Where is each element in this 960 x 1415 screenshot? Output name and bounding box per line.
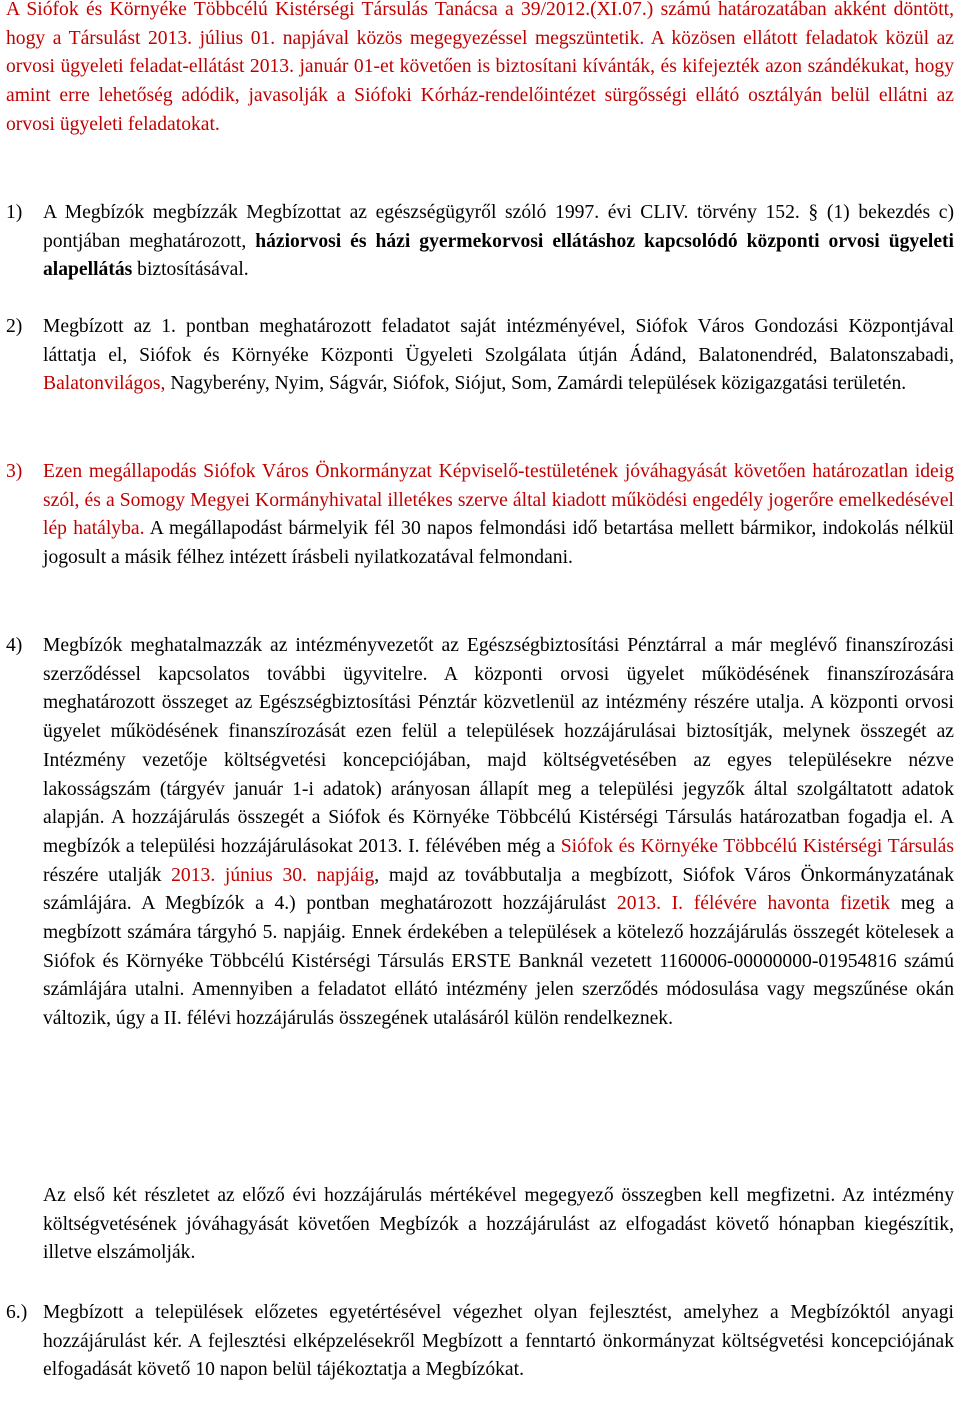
item-3: [6, 458, 954, 573]
item-4-highlight-2: 2013. június 30. napjáig: [171, 864, 375, 886]
item-2: [6, 313, 954, 399]
item-1-number: 1): [6, 202, 23, 223]
item-1: [6, 199, 954, 285]
item-4-highlight-3: 2013. I. félévére havonta fizetik: [616, 893, 891, 915]
item-1-bold-text: háziorvosi és házi gyermekorvosi ellátáshoz kapcsolódó központi orvosi ügyeleti alapellátás: [43, 230, 954, 281]
item-6: [6, 1299, 954, 1385]
item-4-text-4: meg a megbízott számára tárgyhó 5. napjáig. Ennek érdekében a települések a kötelező hozzájárulás összegét kötelesek a Siófok és Környéke Többcélú Kistérségi Társulás ERSTE Banknál vezetett 1160006-00000000-01954816 számú számlájára utalni. Amennyiben a feladatot ellátó intézmény jelen szerződés módosulása vagy megszűnése okán változik, úgy a II. félévi hozzájárulás összegének utalásáról külön rendelkeznek.: [43, 893, 954, 1030]
item-3-text: A megállapodást bármelyik fél 30 napos felmondási idő betartása mellett bármikor, indokolás nélkül jogosult a másik félhez intézett írásbeli nyilatkozatával felmondani.: [43, 518, 954, 569]
item-2-number: 2): [6, 316, 23, 337]
item-3-number: 3): [6, 461, 23, 482]
item-6-number: 6.): [6, 1302, 28, 1323]
item-1-text: A Megbízók megbízzák Megbízottat az egészségügyről szóló 1997. évi CLIV. törvény 152. § (1) bekezdés c) pontjában meghatározott,: [43, 202, 954, 252]
item-4-text-3: , majd az továbbutalja a megbízott, Siófok Város Önkormányzatának számlájára. A Megbízók a 4.) pontban meghatározott hozzájárulást: [43, 864, 954, 915]
item-6-text: Megbízott a települések előzetes egyetértésével végezhet olyan fejlesztést, amelyhez a Megbízóktól anyagi hozzájárulást kér. A fejlesztési elképzelésekről Megbízott a fenntartó önkormányzat költségvetési koncepciójának elfogadását követő 10 napon belül tájékoztatja a Megbízókat.: [43, 1302, 954, 1381]
item-2-highlight: Balatonvilágos,: [43, 373, 166, 395]
intro-paragraph: A Siófok és Környéke Többcélú Kistérségi Társulás Tanácsa a 39/2012.(XI.07.) számú határozatában akként döntött, hogy a Társulást 2013. július 01. napjával közös megegyezéssel megszüntetik. A közösen ellátott feladatok közül az orvosi ügyeleti feladat-ellátást 2013. január 01-et követően is biztosítani kívánták, és kifejezték azon szándékukat, hogy amint erre lehetőség adódik, javasolják a Siófoki Kórház-rendelőintézet sürgősségi ellátó osztályán belül ellátni az orvosi ügyeleti feladatokat.: [6, 0, 954, 135]
item-4-number: 4): [6, 635, 23, 656]
item-2-text: Megbízott az 1. pontban meghatározott feladatot saját intézményével, Siófok Város Gondozási Központjával láttatja el, Siófok és Környéke Központi Ügyeleti Szolgálata útján Ádánd, Balatonendréd, Balatonszabadi,: [43, 316, 954, 366]
item-5-paragraph: Az első két részletet az előző évi hozzájárulás mértékével megegyező összegben kell megfizetni. Az intézmény költségvetésének jóváhagyását követően Megbízók a hozzájárulást az elfogadást követő hónapban kiegészítik, illetve elszámolják.: [43, 1185, 954, 1264]
item-3-red-text: Ezen megállapodás Siófok Város Önkormányzat Képviselő-testületének jóváhagyását követően határozatlan ideig szól, és a Somogy Megyei Kormányhivatal illetékes szerve által kiadott működési engedély jogerőre emelkedésével lép hatályba.: [43, 461, 954, 540]
item-4-text: Megbízók meghatalmazzák az intézményvezetőt az Egészségbiztosítási Pénztárral a már meglévő finanszírozási szerződéssel kapcsolatos további ügyvitelre. A központi orvosi ügyelet működésének finanszírozására meghatározott összeget az Egészségbiztosítási Pénztár közvetlenül az intézmény részére utalja. A központi orvosi ügyelet működésének finanszírozását ezen felül a települések hozzájárulásai biztosítják, melynek összegét az Intézmény vezetője költségvetési koncepciójában, majd költségvetésében az egyes településekre nézve lakosságszám (tárgyév január 1-i adatok) arányosan állapít meg a települési jegyzők által szolgáltatott adatok alapján. A hozzájárulás összegét a Siófok és Környéke Többcélú Kistérségi Társulás határozatban fogadja el. A megbízók a települési hozzájárulásokat 2013. I. félévében még a: [43, 635, 954, 857]
item-2-tail: Nagyberény, Nyim, Ságvár, Siófok, Siójut, Som, Zamárdi települések közigazgatási területén.: [165, 373, 907, 395]
item-4-highlight-1: Siófok és Környéke Többcélú Kistérségi Társulás: [560, 835, 954, 857]
item-1-tail: biztosításával.: [132, 259, 249, 281]
item-4: [6, 632, 954, 1034]
item-4-text-2: részére utalják: [43, 864, 172, 886]
